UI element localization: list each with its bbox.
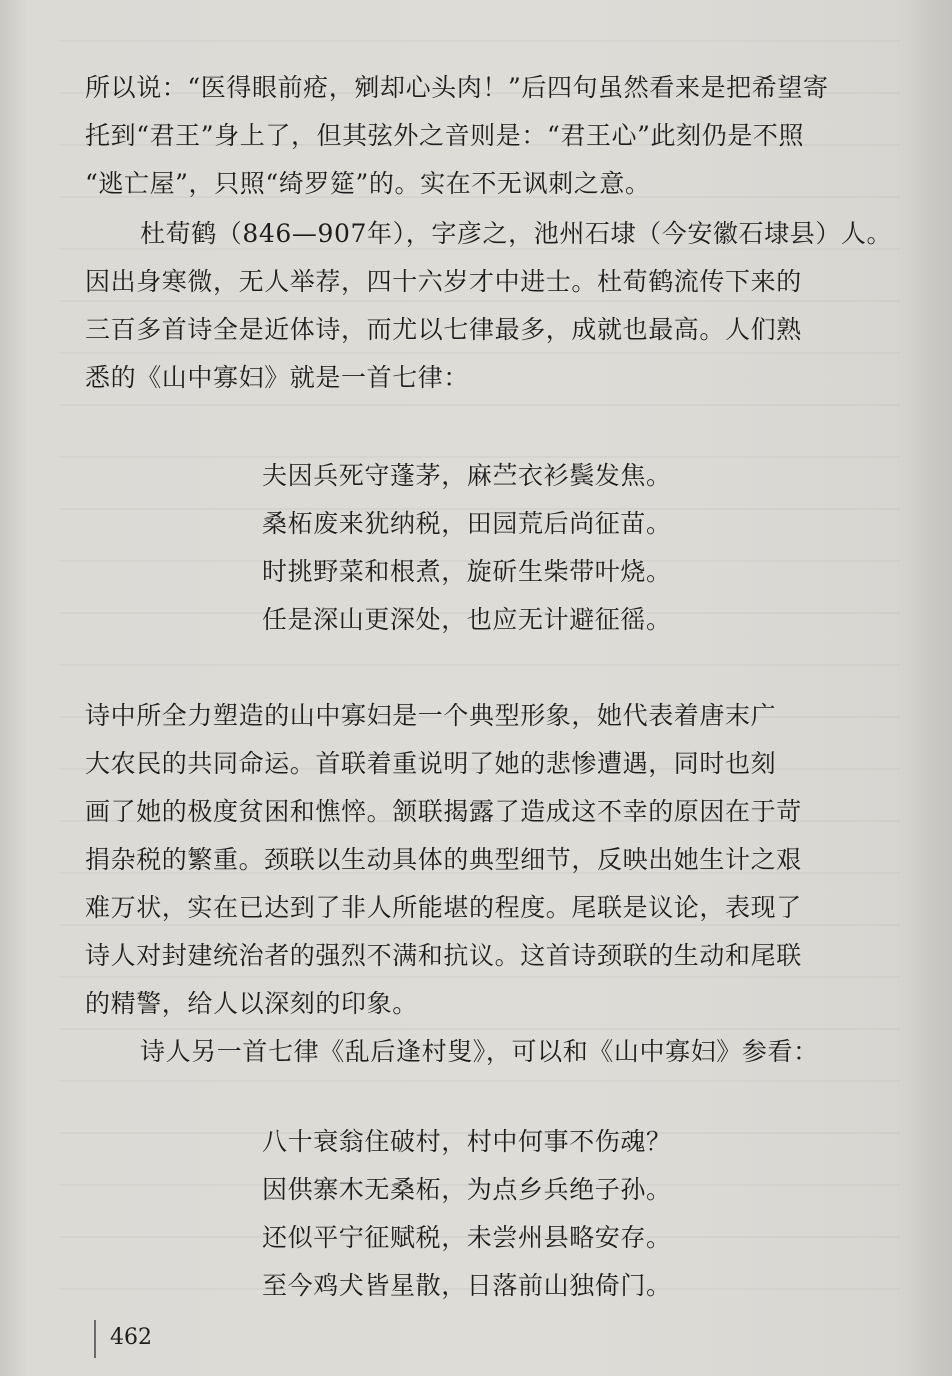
text-line: 诗中所全力塑造的山中寡妇是一个典型形象，她代表着唐末广 [85,701,777,730]
text-line: 大农民的共同命运。首联着重说明了她的悲惨遭遇，同时也刻 [85,749,777,778]
poem-line: 时挑野菜和根煮，旋斫生柴带叶烧。 [262,557,672,586]
text-line: 悉的《山中寡妇》就是一首七律： [85,363,470,392]
text-line: 诗人对封建统治者的强烈不满和抗议。这首诗颈联的生动和尾联 [85,941,802,970]
text-line: 三百多首诗全是近体诗，而尤以七律最多，成就也最高。人们熟 [85,315,802,344]
poem-line: 八十衰翁住破村，村中何事不伤魂？ [262,1127,672,1156]
text-line: 的精警，给人以深刻的印象。 [85,989,418,1018]
poem-line: 至今鸡犬皆星散，日落前山独倚门。 [262,1271,672,1300]
text-line: 所以说：“医得眼前疮，剜却心头肉！”后四句虽然看来是把希望寄 [85,73,829,102]
poem-line: 因供寨木无桑柘，为点乡兵绝子孙。 [262,1175,672,1204]
poem-line: 任是深山更深处，也应无计避征徭。 [262,605,672,634]
text-line: 捐杂税的繁重。颈联以生动具体的典型细节，反映出她生计之艰 [85,845,802,874]
poem-line: 夫因兵死守蓬茅，麻苎衣衫鬓发焦。 [262,461,672,490]
text-line: 诗人另一首七律《乱后逢村叟》，可以和《山中寡妇》参看： [140,1037,819,1066]
text-line: 因出身寒微，无人举荐，四十六岁才中进士。杜荀鹤流传下来的 [85,267,802,296]
text-line: “逃亡屋”，只照“绮罗筵”的。实在不无讽刺之意。 [85,169,651,198]
text-line: 难万状，实在已达到了非人所能堪的程度。尾联是议论，表现了 [85,893,802,922]
poem-line: 还似平宁征赋税，未尝州县略安存。 [262,1223,672,1252]
text-line: 托到“君王”身上了，但其弦外之音则是：“君王心”此刻仍是不照 [85,121,805,150]
page-number: 462 [110,1325,152,1350]
poem-line: 桑柘废来犹纳税，田园荒后尚征苗。 [262,509,672,538]
margin-mark [94,1320,96,1358]
text-line: 画了她的极度贫困和憔悴。颔联揭露了造成这不幸的原因在于苛 [85,797,802,826]
text-line: 杜荀鹤（846—907年），字彦之，池州石埭（今安徽石埭县）人。 [140,219,893,248]
